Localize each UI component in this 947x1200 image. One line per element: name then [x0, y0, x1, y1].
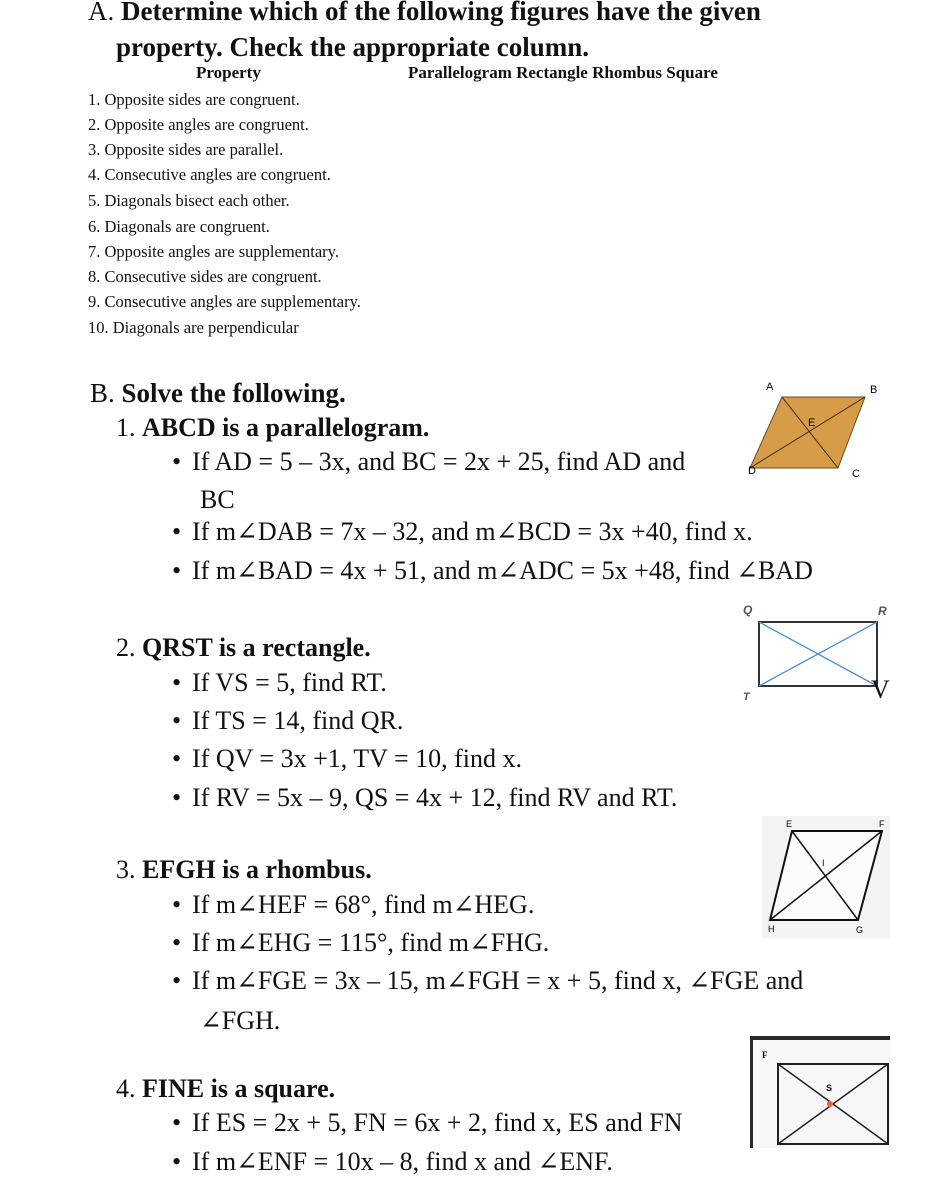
problem-2-title	[116, 632, 371, 664]
property-item: 8. Consecutive sides are congruent.	[88, 267, 322, 286]
vertex-label-t: T	[743, 691, 750, 703]
problem-3-item-1: • If m∠HEF = 68°, find m∠HEG.	[172, 890, 535, 919]
property-item: 5. Diagonals bisect each other.	[88, 191, 290, 210]
vertex-label-q: Q	[743, 603, 753, 617]
problem-3-item-1-text: If m∠HEF = 68°, find m∠HEG.	[192, 890, 535, 919]
problem-2-item-3: • If QV = 3x +1, TV = 10, find x.	[172, 744, 522, 773]
square-figure	[750, 1036, 890, 1148]
problem-1-item-3-text: If m∠BAD = 4x + 51, and m∠ADC = 5x +48, find ∠BAD	[192, 556, 813, 585]
vertex-label-s: S	[826, 1083, 833, 1093]
problem-4-item-2: • If m∠ENF = 10x – 8, find x and ∠ENF.	[172, 1147, 613, 1176]
vertex-label-f: F	[762, 1050, 768, 1060]
problem-4-number: 4.	[116, 1074, 136, 1103]
part-a-label: A.	[88, 0, 115, 26]
rhombus-figure	[762, 816, 890, 938]
part-a-title-line1: Determine which of the following figures have the given	[121, 0, 761, 26]
vertex-label-e: E	[786, 819, 793, 829]
problem-4-item-1-text: If ES = 2x + 5, FN = 6x + 2, find x, ES and FN	[192, 1108, 683, 1137]
property-item: 10. Diagonals are perpendicular	[88, 318, 299, 337]
problem-1-item-1-continued: BC	[200, 485, 235, 514]
part-a-heading	[88, 0, 761, 28]
problem-1-item-1-text: If AD = 5 – 3x, and BC = 2x + 25, find AD and	[192, 447, 686, 476]
parallelogram-figure	[740, 376, 880, 484]
problem-4-item-2-text: If m∠ENF = 10x – 8, find x and ∠ENF.	[192, 1147, 613, 1176]
problem-1-heading: ABCD is a parallelogram.	[142, 413, 430, 442]
property-item: 6. Diagonals are congruent.	[88, 217, 270, 236]
vertex-label-g: G	[856, 925, 864, 935]
problem-1-title	[116, 412, 429, 444]
square-center-point	[827, 1101, 833, 1107]
problem-3-item-2: • If m∠EHG = 115°, find m∠FHG.	[172, 928, 550, 957]
vertex-label-a: A	[766, 381, 774, 393]
part-a-title-line2: property. Check the appropriate column.	[116, 32, 590, 62]
problem-1-item-2-text: If m∠DAB = 7x – 32, and m∠BCD = 3x +40, find x.	[192, 517, 753, 546]
problem-2-item-2-text: If TS = 14, find QR.	[192, 706, 404, 735]
problem-3-item-3-continued: ∠FGH.	[200, 1006, 281, 1035]
problem-2-item-2: • If TS = 14, find QR.	[172, 706, 404, 735]
vertex-label-v: V	[871, 675, 890, 704]
problem-2-item-4: • If RV = 5x – 9, QS = 4x + 12, find RV and RT.	[172, 783, 678, 812]
part-b-title: Solve the following.	[121, 378, 346, 408]
property-item: 9. Consecutive angles are supplementary.	[88, 292, 361, 311]
square-figure-background	[750, 1036, 890, 1148]
problem-2-number: 2.	[116, 633, 136, 662]
problem-2-item-1: • If VS = 5, find RT.	[172, 668, 387, 697]
part-b-label: B.	[90, 378, 115, 408]
problem-3-title	[116, 854, 372, 886]
column-header-figures: Parallelogram Rectangle Rhombus Square	[408, 63, 718, 82]
vertex-label-h: H	[768, 924, 775, 934]
vertex-label-d: D	[748, 465, 756, 477]
problem-1-item-1: • If AD = 5 – 3x, and BC = 2x + 25, find AD and	[172, 447, 686, 476]
problem-3-item-3: • If m∠FGE = 3x – 15, m∠FGH = x + 5, find x, ∠FGE and	[172, 966, 804, 995]
problem-4-item-1: • If ES = 2x + 5, FN = 6x + 2, find x, ES and FN	[172, 1108, 683, 1137]
vertex-label-f: F	[879, 819, 885, 829]
vertex-label-i: I	[822, 858, 825, 868]
column-header-property: Property	[196, 63, 261, 82]
property-item: 3. Opposite sides are parallel.	[88, 140, 284, 159]
problem-4-heading: FINE is a square.	[142, 1074, 336, 1103]
part-b-heading	[90, 376, 346, 410]
property-item: 2. Opposite angles are congruent.	[88, 115, 309, 134]
property-item: 1. Opposite sides are congruent.	[88, 90, 300, 109]
property-item: 7. Opposite angles are supplementary.	[88, 242, 339, 261]
problem-2-item-3-text: If QV = 3x +1, TV = 10, find x.	[192, 744, 522, 773]
problem-3-item-2-text: If m∠EHG = 115°, find m∠FHG.	[192, 928, 550, 957]
square-figure-frame	[750, 1036, 753, 1148]
problem-2-item-4-text: If RV = 5x – 9, QS = 4x + 12, find RV and RT.	[192, 783, 678, 812]
problem-2-item-1-text: If VS = 5, find RT.	[192, 668, 387, 697]
problem-3-number: 3.	[116, 855, 136, 884]
square-figure-frame	[750, 1036, 890, 1040]
problem-1-item-2: • If m∠DAB = 7x – 32, and m∠BCD = 3x +40, find x.	[172, 517, 753, 546]
vertex-label-r: R	[878, 604, 887, 618]
property-item: 4. Consecutive angles are congruent.	[88, 165, 331, 184]
problem-1-number: 1.	[116, 413, 136, 442]
problem-3-heading: EFGH is a rhombus.	[142, 855, 372, 884]
problem-3-item-3-text: If m∠FGE = 3x – 15, m∠FGH = x + 5, find x, ∠FGE and	[192, 966, 804, 995]
vertex-label-e: E	[808, 417, 816, 429]
rectangle-figure	[735, 598, 895, 710]
vertex-label-b: B	[870, 384, 878, 396]
problem-4-title	[116, 1073, 335, 1105]
vertex-label-c: C	[852, 468, 860, 480]
problem-2-heading: QRST is a rectangle.	[142, 633, 371, 662]
problem-1-item-3: • If m∠BAD = 4x + 51, and m∠ADC = 5x +48, find ∠BAD	[172, 556, 813, 585]
